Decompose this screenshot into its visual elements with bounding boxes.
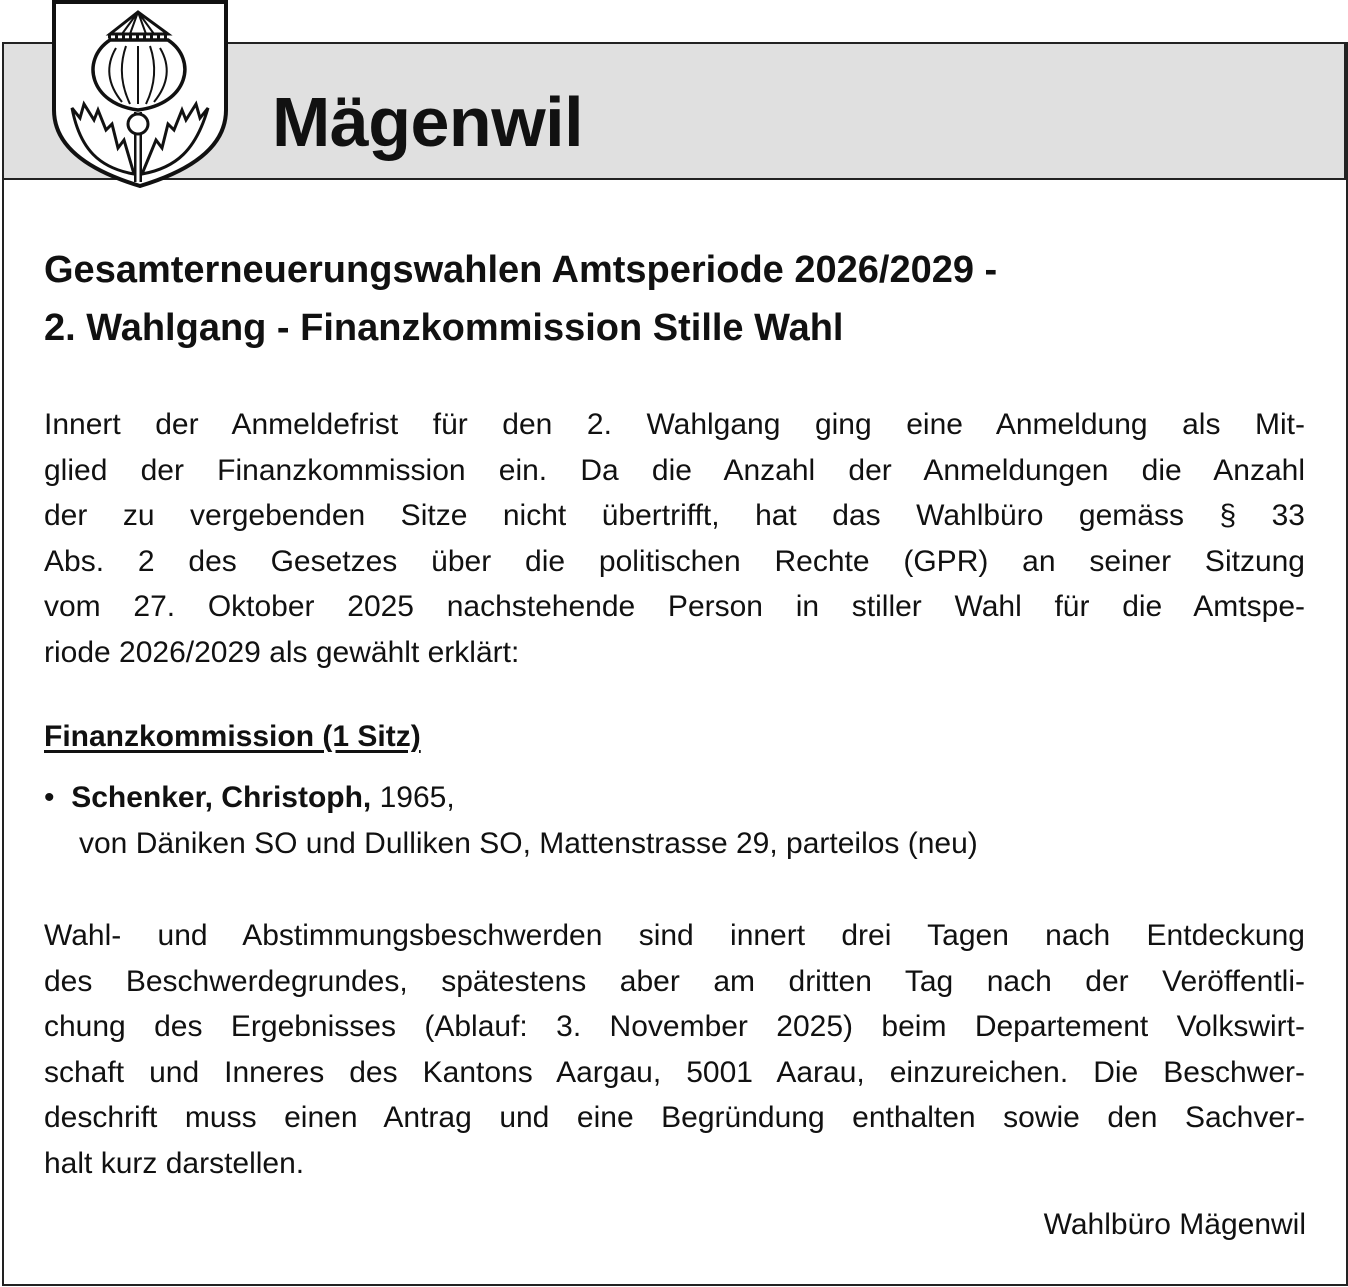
text-line: der zu vergebenden Sitze nicht übertrifft, hat das Wahlbüro gemäss § 33 <box>44 499 1305 532</box>
bullet-icon: • <box>44 781 72 814</box>
text-line: glied der Finanzkommission ein. Da die Anzahl der Anmeldungen die Anzahl <box>44 453 1305 487</box>
heading-line: Gesamterneuerungswahlen Amtsperiode 2026/2029 - <box>44 249 998 291</box>
notice-heading <box>44 241 1305 357</box>
text-line: des Beschwerdegrundes, spätestens aber am dritten Tag nach der Veröffentli- <box>44 964 1305 998</box>
coat-of-arms-logo <box>50 0 230 188</box>
elected-details: von Däniken SO und Dulliken SO, Mattenstrasse 29, parteilos (neu) <box>79 826 978 860</box>
text-line: schaft und Inneres des Kantons Aargau, 5001 Aarau, einzureichen. Die Beschwer- <box>44 1055 1305 1089</box>
section-title: Finanzkommission (1 Sitz) <box>44 720 421 753</box>
signature: Wahlbüro Mägenwil <box>1043 1208 1306 1241</box>
text-line: halt kurz darstellen. <box>44 1146 305 1180</box>
text-line: Wahl- und Abstimmungsbeschwerden sind innert drei Tagen nach Entdeckung <box>44 919 1305 952</box>
elected-year: 1965, <box>379 781 455 814</box>
elected-person-item <box>44 775 978 866</box>
text-line: Innert der Anmeldefrist für den 2. Wahlgang ging eine Anmeldung als Mit- <box>44 408 1305 441</box>
text-line: vom 27. Oktober 2025 nachstehende Person in stiller Wahl für die Amtspe- <box>44 590 1305 623</box>
appeal-paragraph <box>44 913 1305 1186</box>
heading-line: 2. Wahlgang - Finanzkommission Stille Wahl <box>44 307 844 349</box>
elected-name: Schenker, Christoph, <box>71 781 372 814</box>
intro-paragraph <box>44 402 1305 675</box>
text-line: deschrift muss einen Antrag und eine Begründung enthalten sowie den Sachver- <box>44 1101 1305 1134</box>
text-line: chung des Ergebnisses (Ablauf: 3. November 2025) beim Departement Volkswirt- <box>44 1010 1305 1043</box>
municipality-title: Mägenwil <box>272 83 584 161</box>
text-line: Abs. 2 des Gesetzes über die politischen Rechte (GPR) an seiner Sitzung <box>44 544 1305 578</box>
text-line: riode 2026/2029 als gewählt erklärt: <box>44 635 520 669</box>
